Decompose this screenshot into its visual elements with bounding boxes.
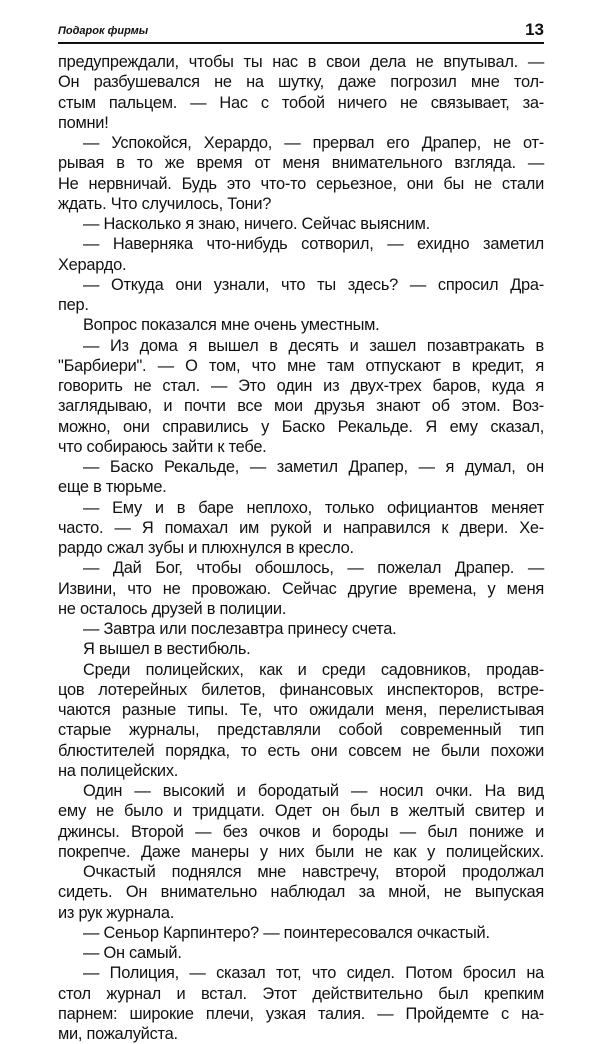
- text-line: [58, 700, 544, 720]
- text-line: [58, 741, 544, 761]
- text-line-content: Он разбушевался не на шутку, даже погрозил мне тол-: [58, 73, 544, 92]
- text-line-content: говорить не стал. — Это один из двух-трех баров, куда я: [58, 377, 544, 395]
- text-line-content: заглядываю, и почти все мои друзья знают об этом. Воз-: [58, 397, 544, 416]
- text-line: [58, 680, 544, 700]
- text-line: [58, 923, 544, 943]
- text-line-content: — Насколько я знаю, ничего. Сейчас выясним.: [83, 215, 430, 233]
- text-line-content: что собираюсь зайти к тебе.: [58, 437, 267, 456]
- text-line: [58, 72, 544, 92]
- text-line: [58, 174, 544, 194]
- text-line: [58, 275, 544, 295]
- text-line: [58, 1024, 544, 1044]
- text-line-content: старые журналы, представляли собой современный тип: [58, 721, 544, 740]
- text-line-content: — Он самый.: [83, 944, 182, 962]
- text-line: [58, 538, 544, 558]
- text-line-content: Один — высокий и бородатый — носил очки. На вид: [83, 782, 544, 800]
- text-line-content: — Завтра или послезавтра принесу счета.: [83, 620, 397, 638]
- text-line: [58, 113, 544, 133]
- text-line-content: покрепче. Даже манеры у них были не как у полицейских.: [58, 842, 544, 861]
- text-line: [58, 234, 544, 254]
- text-line-content: из рук журнала.: [58, 903, 175, 922]
- text-line-content: цов лотерейных билетов, финансовых инспекторов, встре-: [58, 680, 544, 699]
- text-line-content: — Наверняка что-нибудь сотворил, — ехидно заметил: [83, 235, 544, 254]
- text-line-content: — Из дома я вышел в десять и зашел позавтракать в: [83, 336, 544, 355]
- text-line: [58, 801, 544, 821]
- text-line-content: блюстителей порядка, то есть они совсем не были похожи: [58, 741, 544, 760]
- text-line: [58, 417, 544, 437]
- text-line-content: Среди полицейских, как и среди садовников, продав-: [83, 660, 544, 679]
- text-line-content: Херардо.: [58, 255, 127, 274]
- text-line: [58, 761, 544, 781]
- text-line-content: — Ему и в баре неплохо, только официантов меняет: [83, 498, 544, 517]
- text-line-content: чаются разные типы. Те, что ожидали меня, перелистывая: [58, 701, 544, 719]
- text-line: [58, 903, 544, 923]
- text-line: [58, 498, 544, 518]
- text-line-content: сидеть. Он внимательно наблюдал за мной, не выпуская: [58, 883, 544, 902]
- text-line-content: — Дай Бог, чтобы обошлось, — пожелал Драпер. —: [83, 559, 544, 578]
- text-line-content: Вопрос показался мне очень уместным.: [83, 316, 380, 335]
- text-line: [58, 660, 544, 680]
- text-line: [58, 93, 544, 113]
- running-header: [58, 20, 544, 44]
- text-line-content: не осталось друзей в полиции.: [58, 599, 287, 618]
- text-line-content: часто. — Я помахал им рукой и направился к двери. Хе-: [58, 518, 544, 537]
- text-line-content: стол журнал и встал. Этот действительно был крепким: [58, 984, 544, 1003]
- text-line-content: предупреждали, чтобы ты нас в свои дела не впутывал. —: [58, 53, 544, 71]
- text-line: [58, 194, 544, 214]
- text-line: [58, 781, 544, 801]
- text-line: [58, 437, 544, 457]
- text-line-content: — Полиция, — сказал тот, что сидел. Потом бросил на: [83, 964, 544, 983]
- text-line: [58, 52, 544, 72]
- text-line-content: Извини, что не провожаю. Сейчас другие времена, у меня: [58, 579, 544, 598]
- text-line-content: еще в тюрьме.: [58, 478, 167, 497]
- text-line-content: стым пальцем. — Нас с тобой ничего не связывает, за-: [58, 93, 544, 112]
- text-line: [58, 518, 544, 538]
- text-line: [58, 255, 544, 275]
- text-line: [58, 477, 544, 497]
- text-line-content: ми, пожалуйста.: [58, 1025, 178, 1043]
- text-line: [58, 842, 544, 862]
- text-line: [58, 558, 544, 578]
- text-line: [58, 720, 544, 740]
- text-line-content: ждать. Что случилось, Тони?: [58, 194, 272, 213]
- text-line: [58, 579, 544, 599]
- text-line-content: ему не было и тридцати. Одет он был в желтый свитер и: [58, 802, 544, 821]
- text-line-content: помни!: [58, 113, 109, 132]
- text-line: [58, 882, 544, 902]
- page-number: 13: [525, 20, 544, 39]
- text-line-content: парнем: широкие плечи, узкая талия. — Пройдемте с на-: [58, 1004, 544, 1023]
- text-line-content: — Откуда они узнали, что ты здесь? — спросил Дра-: [83, 275, 544, 294]
- text-line-content: — Сеньор Карпинтеро? — поинтересовался очкастый.: [83, 923, 490, 942]
- text-line: [58, 376, 544, 396]
- text-line: [58, 822, 544, 842]
- text-line-content: можно, они справились у Баско Рекальде. Я ему сказал,: [58, 417, 544, 436]
- text-line: [58, 619, 544, 639]
- page-body-text: [58, 52, 544, 1044]
- text-line: [58, 315, 544, 335]
- text-line: [58, 943, 544, 963]
- text-line: [58, 336, 544, 356]
- text-line-content: джинсы. Второй — без очков и бороды — был пониже и: [58, 822, 544, 841]
- text-line: [58, 1004, 544, 1024]
- text-line-content: Не нервничай. Будь это что-то серьезное, они бы не стали: [58, 174, 544, 193]
- text-line-content: — Успокойся, Херардо, — прервал его Драпер, не от-: [83, 134, 544, 152]
- text-line: [58, 153, 544, 173]
- text-line-content: Я вышел в вестибюль.: [83, 640, 251, 659]
- text-line: [58, 133, 544, 153]
- text-line: [58, 639, 544, 659]
- text-line-content: рывая в то же время от меня внимательного взгляда. —: [58, 154, 544, 173]
- text-line: [58, 295, 544, 315]
- text-line-content: "Барбиери". — О том, что мне там отпускают в кредит, я: [58, 356, 544, 375]
- text-line: [58, 396, 544, 416]
- text-line-content: Очкастый поднялся мне навстречу, второй продолжал: [83, 863, 544, 881]
- running-title: Подарок фирмы: [58, 25, 149, 37]
- text-line: [58, 963, 544, 983]
- text-line: [58, 599, 544, 619]
- text-line: [58, 984, 544, 1004]
- text-line: [58, 214, 544, 234]
- text-line: [58, 862, 544, 882]
- text-line-content: на полицейских.: [58, 761, 179, 780]
- text-line: [58, 356, 544, 376]
- text-line-content: рардо сжал зубы и плюхнулся в кресло.: [58, 539, 354, 557]
- text-line-content: пер.: [58, 296, 89, 314]
- text-line: [58, 457, 544, 477]
- text-line-content: — Баско Рекальде, — заметил Драпер, — я думал, он: [83, 458, 544, 476]
